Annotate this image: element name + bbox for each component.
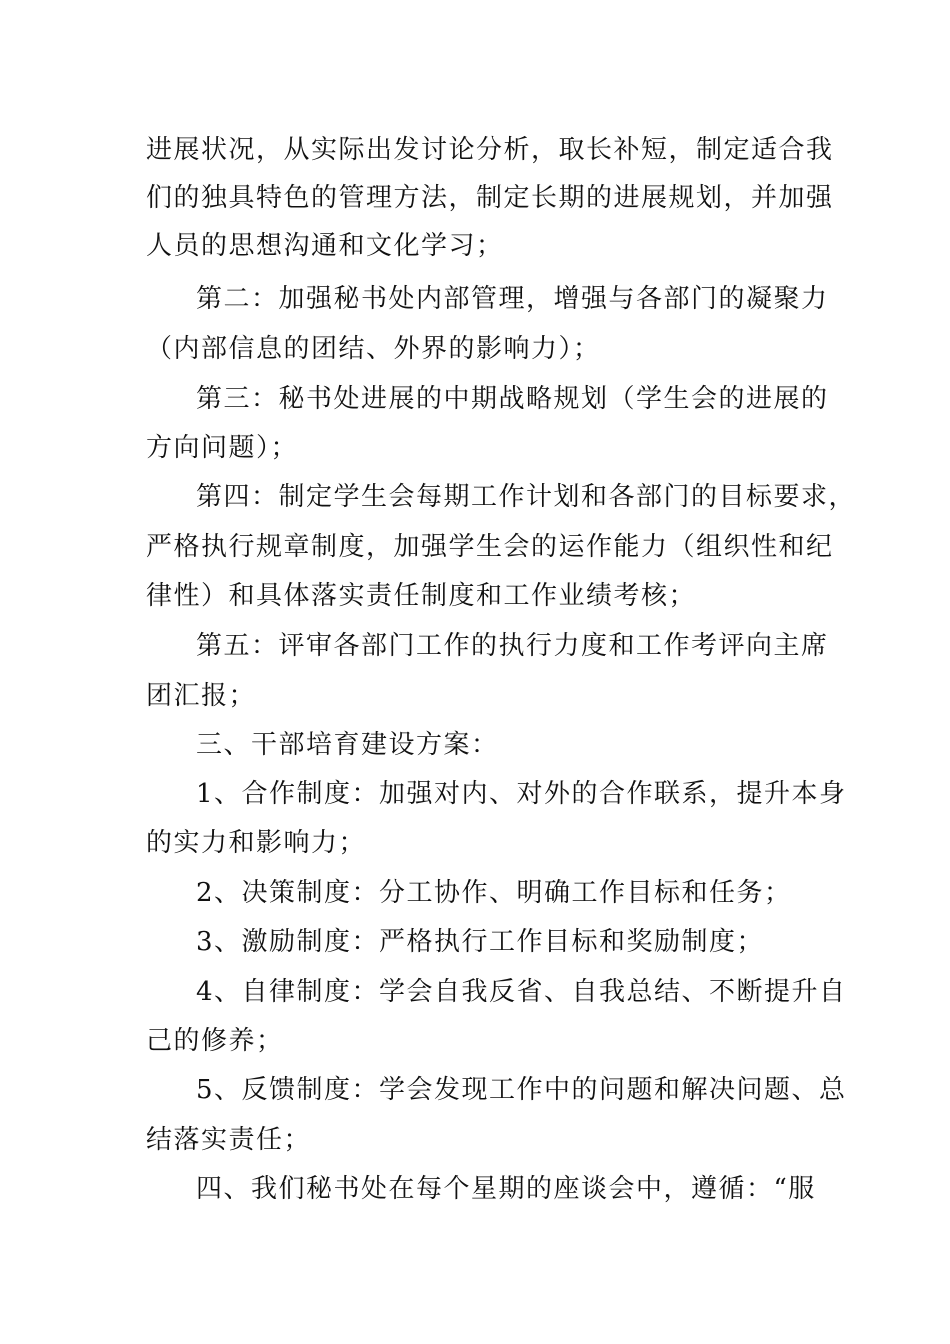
text-line: 团汇报； (146, 681, 257, 711)
section-heading: 四、我们秘书处在每个星期的座谈会中，遵循：“服 (196, 1174, 816, 1204)
text-line: 进展状况，从实际出发讨论分析，取长补短，制定适合我 (146, 135, 834, 165)
text-line: 5、反馈制度：学会发现工作中的问题和解决问题、总 (196, 1075, 847, 1105)
text-line: 2、决策制度：分工协作、明确工作目标和任务； (196, 878, 792, 908)
text-line: 己的修养； (146, 1026, 284, 1056)
text-line: 人员的思想沟通和文化学习； (146, 231, 504, 261)
section-heading: 三、干部培育建设方案： (196, 730, 499, 760)
text-line: 第五：评审各部门工作的执行力度和工作考评向主席 (196, 631, 829, 661)
text-line: 4、自律制度：学会自我反省、自我总结、不断提升自 (196, 977, 847, 1007)
text-line: 结落实责任； (146, 1125, 312, 1155)
text-line: 第二：加强秘书处内部管理，增强与各部门的凝聚力 (196, 284, 829, 314)
text-line: 严格执行规章制度，加强学生会的运作能力（组织性和纪 (146, 532, 834, 562)
text-line: 1、合作制度：加强对内、对外的合作联系，提升本身 (196, 779, 847, 809)
text-line: 律性）和具体落实责任制度和工作业绩考核； (146, 581, 697, 611)
text-line: 3、激励制度：严格执行工作目标和奖励制度； (196, 927, 765, 957)
text-line: （内部信息的团结、外界的影响力）； (146, 334, 601, 364)
text-line: 们的独具特色的管理方法，制定长期的进展规划，并加强 (146, 183, 834, 213)
text-line: 第四：制定学生会每期工作计划和各部门的目标要求， (196, 482, 857, 512)
text-line: 的实力和影响力； (146, 828, 367, 858)
text-line: 第三：秘书处进展的中期战略规划（学生会的进展的 (196, 384, 829, 414)
text-line: 方向问题）； (146, 433, 299, 463)
